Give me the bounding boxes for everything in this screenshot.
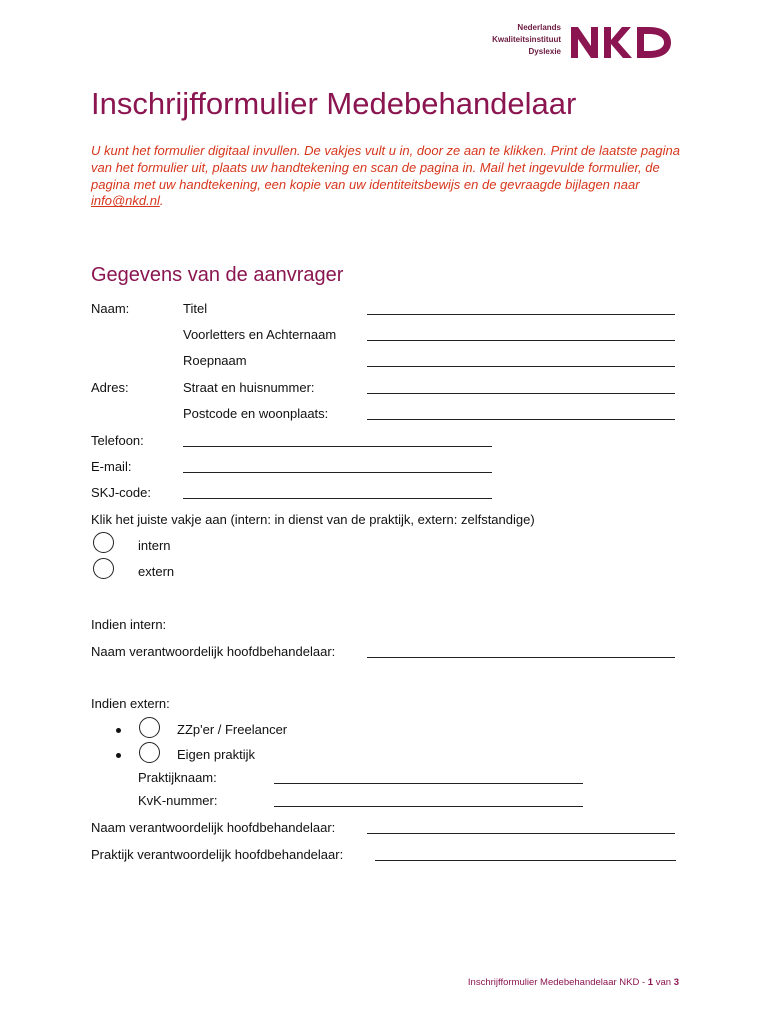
- achternaam-field[interactable]: [367, 340, 675, 341]
- extern-heading: Indien extern:: [91, 696, 170, 711]
- telefoon-label: Telefoon:: [91, 433, 144, 448]
- logo-line-2: Kwaliteitsinstituut: [492, 35, 561, 44]
- telefoon-field[interactable]: [183, 446, 492, 447]
- extern-hoofd-field[interactable]: [367, 833, 675, 834]
- logo-line-1: Nederlands: [517, 23, 561, 32]
- email-field[interactable]: [183, 472, 492, 473]
- intern-heading: Indien intern:: [91, 617, 167, 632]
- adres-label: Adres:: [91, 380, 129, 395]
- praktijk-hoofd-field[interactable]: [375, 860, 676, 861]
- nkd-logo: [478, 22, 673, 64]
- intro-text: [91, 143, 681, 210]
- extern-option-label: extern: [138, 564, 175, 579]
- praktijknaam-label: Praktijknaam:: [138, 770, 217, 785]
- zzp-checkbox[interactable]: [139, 717, 160, 738]
- kvk-label: KvK-nummer:: [138, 793, 218, 808]
- achternaam-label: Voorletters en Achternaam: [183, 327, 337, 342]
- intern-hoofd-field[interactable]: [367, 657, 675, 658]
- zzp-option-label: ZZp'er / Freelancer: [177, 722, 288, 737]
- choice-question: Klik het juiste vakje aan (intern: in dienst van de praktijk, extern: zelfstandige): [91, 512, 535, 527]
- titel-label: Titel: [183, 301, 208, 316]
- intro-body: U kunt het formulier digitaal invullen. De vakjes vult u in, door ze aan te klikken. Print de laatste pagina van het formulier uit, plaats uw handtekening en scan de pagina in. Mail het ingevulde formulier, de pagina met uw handtekening, een kopie van uw identiteitsbewijs en de gevraagde bijlagen naar: [91, 143, 680, 192]
- roepnaam-label: Roepnaam: [183, 353, 247, 368]
- extern-radio[interactable]: [93, 558, 114, 579]
- logo-subtitle: [492, 22, 561, 58]
- praktijknaam-field[interactable]: [274, 783, 583, 784]
- section-title: Gegevens van de aanvrager: [91, 264, 344, 286]
- page-footer: [468, 977, 679, 988]
- footer-page-number: 1: [647, 977, 654, 988]
- praktijk-hoofd-label: Praktijk verantwoordelijk hoofdbehandelaar:: [91, 847, 344, 862]
- eigen-praktijk-checkbox[interactable]: [139, 742, 160, 763]
- extern-hoofd-label: Naam verantwoordelijk hoofdbehandelaar:: [91, 820, 336, 835]
- page-title: Inschrijfformulier Medebehandelaar: [91, 86, 577, 121]
- titel-field[interactable]: [367, 314, 675, 315]
- kvk-field[interactable]: [274, 806, 583, 807]
- postcode-field[interactable]: [367, 419, 675, 420]
- postcode-label: Postcode en woonplaats:: [183, 406, 329, 421]
- intern-hoofd-label: Naam verantwoordelijk hoofdbehandelaar:: [91, 644, 336, 659]
- footer-page-total: 3: [673, 977, 679, 988]
- intern-radio[interactable]: [93, 532, 114, 553]
- email-label: E-mail:: [91, 459, 132, 474]
- straat-label: Straat en huisnummer:: [183, 380, 315, 395]
- skj-label: SKJ-code:: [91, 485, 151, 500]
- logo-line-3: Dyslexie: [528, 47, 561, 56]
- footer-separator: van: [653, 977, 674, 988]
- bullet-icon: [116, 728, 121, 733]
- eigen-praktijk-option-label: Eigen praktijk: [177, 747, 256, 762]
- straat-field[interactable]: [367, 393, 675, 394]
- skj-field[interactable]: [183, 498, 492, 499]
- naam-label: Naam:: [91, 301, 130, 316]
- intro-end: .: [159, 193, 164, 209]
- footer-text: Inschrijfformulier Medebehandelaar NKD -: [467, 977, 648, 988]
- nkd-logo-mark: [569, 24, 673, 60]
- email-link[interactable]: info@nkd.nl: [91, 193, 160, 209]
- bullet-icon: [116, 753, 121, 758]
- roepnaam-field[interactable]: [367, 366, 675, 367]
- intern-option-label: intern: [138, 538, 171, 553]
